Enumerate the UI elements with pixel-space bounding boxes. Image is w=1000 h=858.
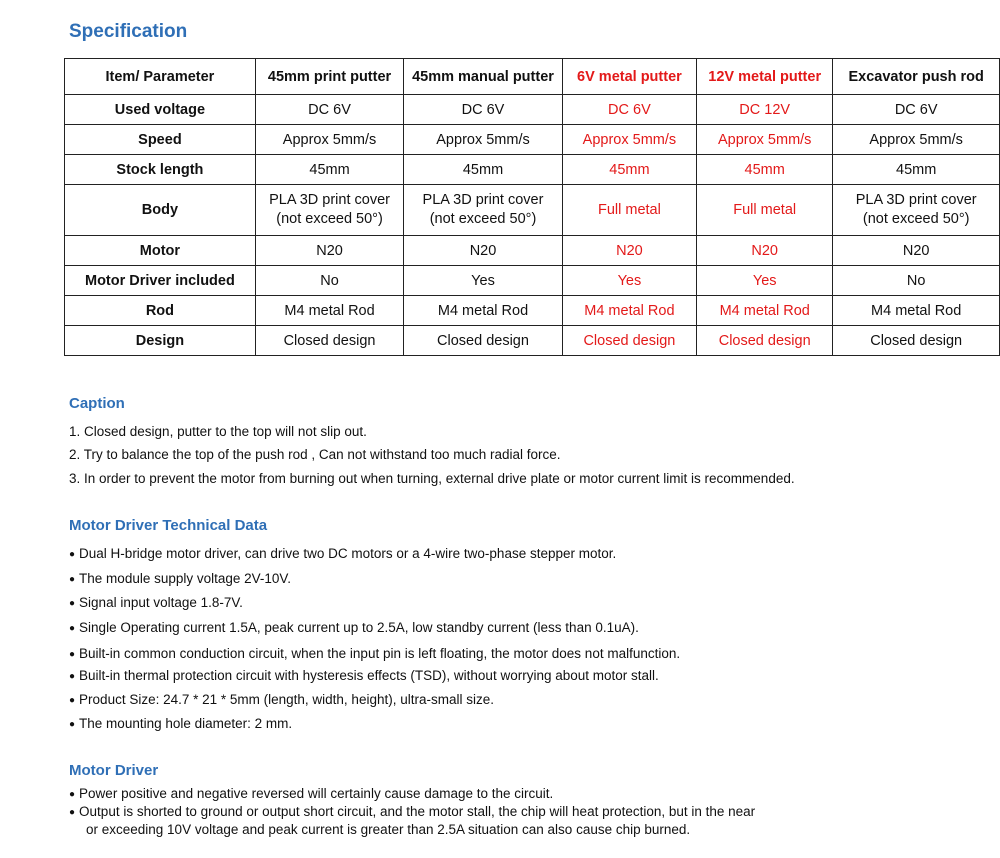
motor-driver-title: Motor Driver [69, 762, 159, 779]
list-item: ● The module supply voltage 2V-10V. [69, 571, 291, 586]
caption-line: 3. In order to prevent the motor from burning out when turning, external drive plate or motor current limit is recommended. [69, 471, 795, 486]
table-cell: Yes [562, 266, 696, 296]
column-header: Item/ Parameter [65, 59, 256, 95]
table-cell: N20 [404, 236, 563, 266]
table-cell: 45mm [697, 155, 833, 185]
table-row [65, 125, 1000, 155]
table-cell: M4 metal Rod [255, 296, 403, 326]
row-label: Stock length [65, 155, 256, 185]
table-cell: M4 metal Rod [404, 296, 563, 326]
table-cell: DC 6V [562, 95, 696, 125]
row-label: Motor [65, 236, 256, 266]
cell-line: PLA 3D print cover [855, 192, 977, 208]
list-item: ● Built-in common conduction circuit, when the input pin is left floating, the motor does not malfunction. [69, 646, 680, 661]
table-cell: No [833, 266, 1000, 296]
table-cell: M4 metal Rod [697, 296, 833, 326]
row-label: Used voltage [65, 95, 256, 125]
table-row [65, 155, 1000, 185]
table-cell: N20 [562, 236, 696, 266]
table-cell: DC 6V [255, 95, 403, 125]
table-cell [562, 185, 696, 236]
table-cell: DC 6V [833, 95, 1000, 125]
cell-line: (not exceed 50°) [862, 211, 970, 227]
table-row [65, 95, 1000, 125]
list-item: ● Built-in thermal protection circuit with hysteresis effects (TSD), without worrying about motor stall. [69, 668, 659, 683]
cell-line: Full metal [597, 201, 661, 218]
list-item: ● Power positive and negative reversed will certainly cause damage to the circuit. [69, 786, 553, 801]
column-header: 6V metal putter [562, 59, 696, 95]
list-item: ● The mounting hole diameter: 2 mm. [69, 716, 292, 731]
table-row [65, 236, 1000, 266]
table-cell: DC 12V [697, 95, 833, 125]
motor-driver-technical-data-title: Motor Driver Technical Data [69, 517, 268, 534]
table-row [65, 326, 1000, 356]
table-cell: Closed design [404, 326, 563, 356]
table-row [65, 185, 1000, 236]
table-cell: No [255, 266, 403, 296]
table-row [65, 296, 1000, 326]
cell-line: (not exceed 50°) [276, 211, 383, 227]
table-cell [697, 185, 833, 236]
row-label: Speed [65, 125, 256, 155]
cell-line: (not exceed 50°) [429, 211, 537, 227]
cell-line: PLA 3D print cover [269, 192, 390, 208]
table-cell: Yes [404, 266, 563, 296]
table-cell: 45mm [255, 155, 403, 185]
row-label: Rod [65, 296, 256, 326]
cell-line: Full metal [733, 201, 797, 218]
table-cell: Closed design [562, 326, 696, 356]
table-cell [833, 185, 1000, 236]
row-label: Motor Driver included [65, 266, 256, 296]
row-label: Body [65, 185, 256, 236]
list-item: ● Signal input voltage 1.8-7V. [69, 595, 243, 610]
table-cell: N20 [255, 236, 403, 266]
table-row [65, 266, 1000, 296]
column-header: 45mm print putter [255, 59, 403, 95]
list-item: ● Product Size: 24.7 * 21 * 5mm (length, width, height), ultra-small size. [69, 692, 494, 707]
caption-line: 2. Try to balance the top of the push rod , Can not withstand too much radial force. [69, 447, 561, 462]
caption-title: Caption [69, 395, 125, 412]
list-item-continuation: or exceeding 10V voltage and peak current is greater than 2.5A situation can also cause chip burned. [86, 822, 691, 837]
table-header-row [65, 59, 1000, 95]
table-cell: N20 [697, 236, 833, 266]
table-cell: 45mm [404, 155, 563, 185]
specification-table [64, 58, 1000, 356]
list-item: ● Output is shorted to ground or output short circuit, and the motor stall, the chip will heat protection, but in the near [69, 804, 755, 819]
column-header: 45mm manual putter [404, 59, 563, 95]
table-cell: Closed design [697, 326, 833, 356]
table-cell: DC 6V [404, 95, 563, 125]
list-item: ● Dual H-bridge motor driver, can drive two DC motors or a 4-wire two-phase stepper motor. [69, 546, 616, 561]
table-cell: Closed design [255, 326, 403, 356]
table-cell: M4 metal Rod [562, 296, 696, 326]
table-cell: Approx 5mm/s [562, 125, 696, 155]
table-cell [404, 185, 563, 236]
table-cell: Closed design [833, 326, 1000, 356]
table-cell: Approx 5mm/s [833, 125, 1000, 155]
table-cell: Approx 5mm/s [404, 125, 563, 155]
table-cell: Approx 5mm/s [697, 125, 833, 155]
table-cell [255, 185, 403, 236]
table-cell: 45mm [833, 155, 1000, 185]
table-cell: Yes [697, 266, 833, 296]
table-cell: N20 [833, 236, 1000, 266]
cell-line: PLA 3D print cover [422, 192, 544, 208]
list-item: ● Single Operating current 1.5A, peak current up to 2.5A, low standby current (less than 0.1uA). [69, 620, 639, 635]
row-label: Design [65, 326, 256, 356]
column-header: 12V metal putter [697, 59, 833, 95]
table-cell: M4 metal Rod [833, 296, 1000, 326]
specification-title: Specification [69, 21, 188, 42]
table-cell: Approx 5mm/s [255, 125, 403, 155]
column-header: Excavator push rod [833, 59, 1000, 95]
table-cell: 45mm [562, 155, 696, 185]
caption-line: 1. Closed design, putter to the top will not slip out. [69, 424, 367, 439]
